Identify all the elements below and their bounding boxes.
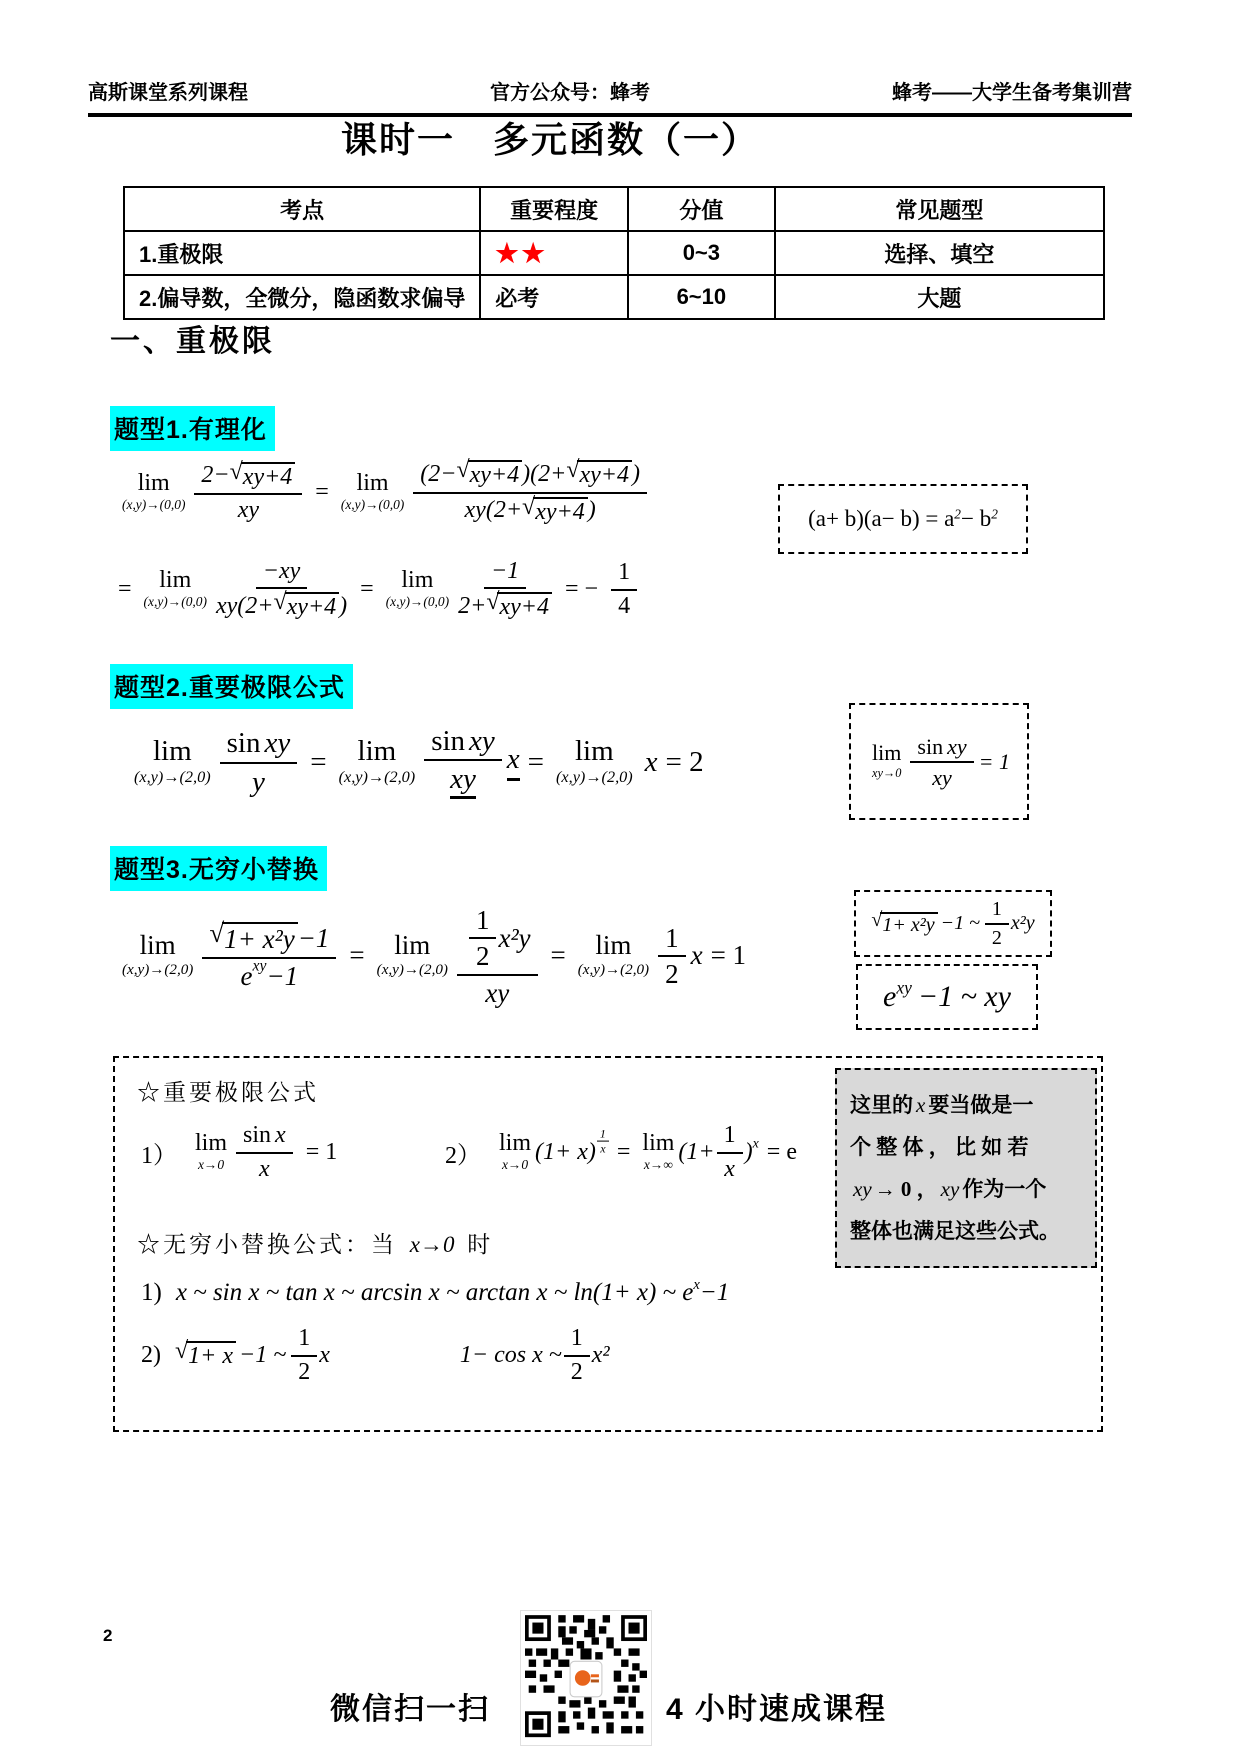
sqrt: √ 1+ x <box>175 1341 236 1369</box>
header-official-account: 官方公众号：蜂考 <box>490 82 650 104</box>
lim: lim x→0 <box>195 1130 228 1173</box>
fraction: $\frac{1}{2}$ <box>985 898 1009 949</box>
equals-sign: = <box>315 478 329 505</box>
qr-center-logo <box>570 1661 602 1696</box>
fraction: −1 2+ √ xy+4 <box>458 558 552 620</box>
formula-rationalize-line1 <box>118 448 652 536</box>
sqrt-symbol: √ <box>456 457 470 484</box>
page-title: 课时一 多元函数（一） <box>340 119 759 160</box>
lim: lim (x,y)→(0,0) <box>340 470 405 513</box>
table-header-row <box>124 187 1104 231</box>
note-line: 这里的 x 要当做是一 <box>850 1093 1034 1117</box>
lim: lim x→∞ <box>642 1130 675 1173</box>
fraction: sin xy xy <box>424 725 502 800</box>
importance-stars: ★★ <box>495 237 548 268</box>
fraction: √ 1+ x²y −1 e xy −1 <box>202 921 336 990</box>
sqrt-symbol: √ <box>273 589 287 615</box>
course-label: 4 小时速成课程 <box>666 1693 888 1726</box>
topic2-label: 题型2.重要极限公式 <box>110 664 353 709</box>
sinxy-limit-box <box>849 703 1029 820</box>
equals-sign: = 2 <box>665 745 704 778</box>
sqrt: √ 1+ x²y <box>871 912 937 936</box>
sqrt: √ 1+ x²y <box>209 922 297 953</box>
importance-cell: 必考 <box>480 275 628 319</box>
fraction: (2− √ xy+4 )(2+ √ xy+4 ) xy(2+ √ xy+4 ) <box>413 459 647 524</box>
exponent-fraction: $\frac{1}{x}$ <box>597 1127 609 1154</box>
sqrt-equivalence-box: √ 1+ x²y −1 ~ $\frac{1}{2}$ x²y <box>854 890 1052 957</box>
exp-equivalence-box: e xy −1 ~ xy <box>856 964 1038 1030</box>
topic-cell: 1.重极限 <box>124 231 480 275</box>
fraction: $\frac{1}{2}$ <box>658 923 686 989</box>
fraction: 2− √ xy+4 xy <box>194 461 302 523</box>
note-box <box>835 1068 1097 1268</box>
qr-code <box>520 1610 652 1746</box>
underlined-term: xy <box>450 764 476 799</box>
col-header-importance: 重要程度 <box>480 187 628 231</box>
score-cell: 6~10 <box>628 275 775 319</box>
equals-sign: = − <box>564 575 599 602</box>
sqrt-symbol: √ <box>566 457 580 484</box>
topic-summary-table <box>123 186 1105 320</box>
identity-formula-box: (a+ b)(a− b) = a2− b2 <box>778 484 1028 554</box>
sqrt-symbol: √ <box>229 458 243 485</box>
equals-sign: = <box>550 940 566 970</box>
fraction: $\frac{1}{2}$ x²y xy <box>457 904 538 1007</box>
formula-important-limit: lim (x,y)→(2,0) sin xy y = lim (x,y)→(2,0) sin xy xy x = lim (x,y)→(2,0) x = 2 <box>134 724 704 798</box>
topic1-label: 题型1.有理化 <box>110 406 275 451</box>
fraction: sin xy y <box>220 727 298 797</box>
sqrt-symbol: √ <box>175 1337 189 1364</box>
wechat-scan-label: 微信扫一扫 <box>330 1693 490 1726</box>
table-row <box>124 231 1104 275</box>
equals-sign: = 1 <box>305 1138 338 1165</box>
important-limit-1: 1） lim x→0 sin x x = 1 <box>141 1122 338 1182</box>
equals-sign: = <box>360 575 374 602</box>
sqrt-symbol: √ <box>871 908 883 931</box>
underlined-term: x <box>507 743 520 781</box>
lim: lim (x,y)→(2,0) <box>122 930 194 979</box>
equals-sign: = <box>527 745 545 778</box>
lim: lim (x,y)→(2,0) <box>376 930 448 979</box>
sqrt: √ xy+4 <box>230 462 296 490</box>
important-limits-title: ☆重要极限公式 <box>137 1080 319 1105</box>
topic3-label: 题型3.无穷小替换 <box>110 846 327 891</box>
section-heading: 一、重极限 <box>110 325 275 358</box>
sqrt: √ xy+4 <box>522 497 588 525</box>
note-line: 整体也满足这些公式。 <box>850 1219 1060 1243</box>
types-cell: 大题 <box>775 275 1104 319</box>
fraction: sin xy xy <box>910 734 973 789</box>
header-brand: 蜂考——大学生备考集训营 <box>892 82 1132 104</box>
fraction: $\frac{1}{2}$ <box>291 1325 317 1384</box>
lim: lim (x,y)→(0,0) <box>385 567 450 610</box>
lim: lim (x,y)→(0,0) <box>122 470 186 513</box>
lim: lim (x,y)→(2,0) <box>134 735 211 787</box>
substitution-line-2: 2) √ 1+ x −1 ~ $\frac{1}{2}$ x 1− cos x ~ $\frac{1}{2}$ x² <box>141 1325 610 1385</box>
equals-sign: = 1 <box>710 940 747 970</box>
important-limit-2: 2） lim x→0 (1+ x) $\frac{1}{x}$ = lim x→∞ (1+ $\frac{1}{x}$ ) x = e <box>445 1122 797 1182</box>
note-line: xy → 0 ， xy 作为一个 <box>853 1177 1047 1201</box>
sqrt: √ xy+4 <box>456 460 522 488</box>
sqrt-symbol: √ <box>522 493 536 520</box>
sqrt: √ xy+4 <box>566 460 632 488</box>
lim: lim (x,y)→(2,0) <box>556 735 633 787</box>
formula-rationalize-line2 <box>110 545 642 633</box>
table-row <box>124 275 1104 319</box>
equals-sign: = 1 <box>978 748 1010 774</box>
score-cell: 0~3 <box>628 231 775 275</box>
fraction: $\frac{1}{x}$ <box>717 1122 743 1181</box>
sqrt: √ xy+4 <box>486 592 552 620</box>
lim: lim (x,y)→(0,0) <box>143 567 207 610</box>
page-header <box>88 76 1132 117</box>
col-header-question-types: 常见题型 <box>775 187 1104 231</box>
topic-cell: 2.偏导数，全微分，隐函数求偏导 <box>124 275 480 319</box>
lim: lim xy→0 <box>872 740 902 781</box>
equals-sign: = <box>118 575 132 602</box>
equals-sign: = <box>310 745 327 778</box>
sqrt-symbol: √ <box>486 589 500 615</box>
fraction: $\frac{1}{2}$ <box>564 1325 590 1384</box>
col-header-score: 分值 <box>628 187 775 231</box>
substitution-line-1: 1) x ~ sin x ~ tan x ~ arcsin x ~ arctan x ~ ln(1+ x) ~ e x −1 <box>141 1276 730 1306</box>
equals-sign: = <box>349 940 365 970</box>
fraction: $\frac{1}{2}$ <box>469 905 497 971</box>
lim: lim x→0 <box>499 1130 532 1173</box>
header-course-series: 高斯课堂系列课程 <box>88 82 248 104</box>
lim: lim (x,y)→(2,0) <box>338 735 416 787</box>
note-line: 个 整 体 ， 比 如 若 <box>850 1135 1029 1159</box>
col-header-topic: 考点 <box>124 187 480 231</box>
fraction: −xy xy(2+ √ xy+4 ) <box>215 557 348 620</box>
equals-sign: = e <box>766 1138 797 1165</box>
fraction: sin x x <box>236 1122 293 1181</box>
equals-sign: = <box>616 1138 631 1165</box>
lim: lim (x,y)→(2,0) <box>577 930 650 979</box>
page-number: 2 <box>103 1626 113 1645</box>
fraction: $\frac{1}{4}$ <box>611 559 637 618</box>
types-cell: 选择、填空 <box>775 231 1104 275</box>
substitution-title: ☆无穷小替换公式：当 x→0 时 <box>137 1232 494 1257</box>
sqrt: √ xy+4 <box>273 592 339 620</box>
sqrt-symbol: √ <box>209 918 225 949</box>
qr-code-image <box>525 1615 647 1741</box>
formula-infinitesimal-substitution: lim (x,y)→(2,0) √ 1+ x²y −1 e xy −1 = lim (x,y)→(2,0) $\frac{1}{2}$ x²y xy = lim (x,y)→(2,0) $\frac{1}{2}$ x = 1 <box>122 904 747 1008</box>
